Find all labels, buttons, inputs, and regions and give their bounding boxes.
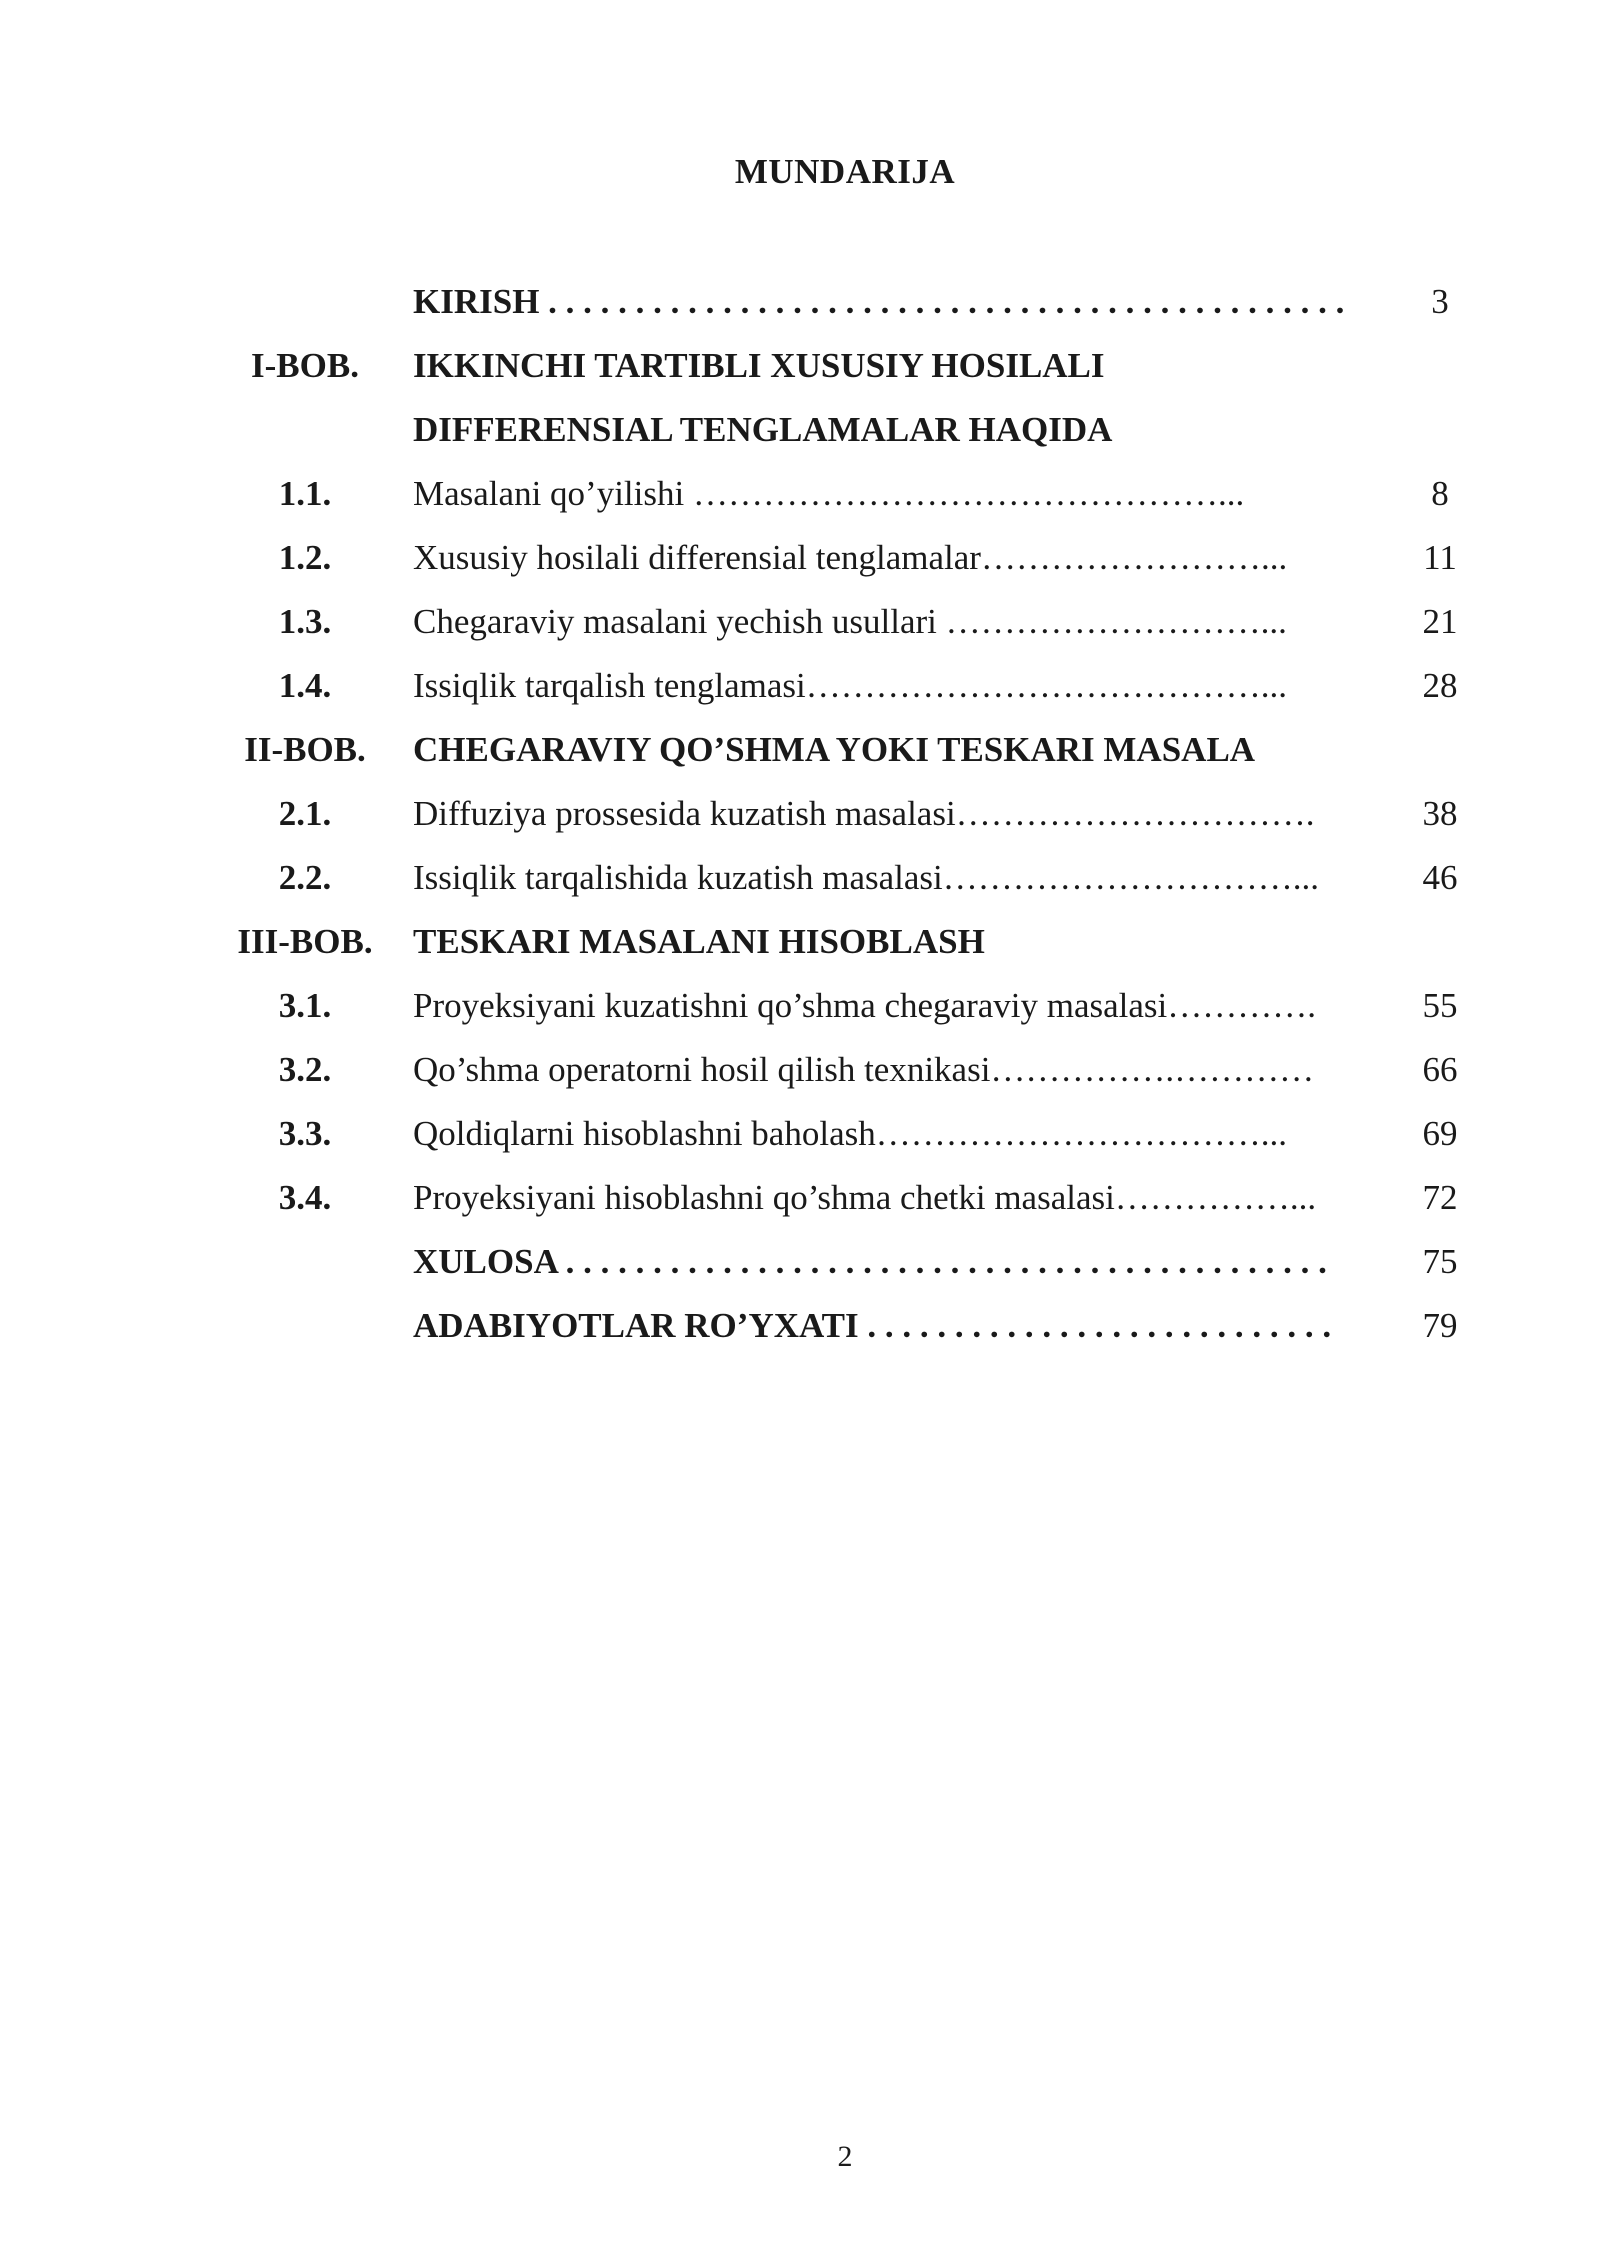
toc-number: 1.2. — [278, 538, 332, 577]
toc-page-number: 72 — [1422, 1178, 1458, 1217]
page-number: 2 — [837, 2140, 853, 2173]
toc-title: Proyeksiyani hisoblashni qo’shma chetki masalasi……………... — [413, 1178, 1317, 1217]
toc-page-number: 38 — [1422, 794, 1458, 833]
toc-title: Diffuziya prossesida kuzatish masalasi…………………………. — [413, 794, 1315, 833]
toc-title: DIFFERENSIAL TENGLAMALAR HAQIDA — [413, 410, 1113, 449]
toc-page-number: 66 — [1422, 1050, 1458, 1089]
toc-row-xulosa[interactable] — [220, 1230, 1480, 1294]
toc-number: 2.1. — [278, 794, 332, 833]
toc-row-chapter-1[interactable] — [220, 334, 1480, 398]
toc-title: CHEGARAVIY QO’SHMA YOKI TESKARI MASALA — [413, 730, 1256, 769]
toc-row-1-2[interactable] — [220, 526, 1480, 590]
toc-row-chapter-3[interactable] — [220, 910, 1480, 974]
toc-title: IKKINCHI TARTIBLI XUSUSIY HOSILALI — [413, 346, 1105, 385]
toc-page-number: 3 — [1431, 282, 1449, 321]
toc-number: 3.2. — [278, 1050, 332, 1089]
toc-row-3-2[interactable] — [220, 1038, 1480, 1102]
toc-page-number: 8 — [1431, 474, 1449, 513]
toc-number: 3.3. — [278, 1114, 332, 1153]
toc-number: 1.4. — [278, 666, 332, 705]
toc-row-kirish[interactable] — [220, 270, 1480, 334]
toc-title: XULOSA . . . . . . . . . . . . . . . . . . . . . . . . . . . . . . . . . . . . . . . . . . . . — [413, 1242, 1327, 1281]
toc-number: III-BOB. — [237, 922, 373, 961]
toc-page-number: 79 — [1422, 1306, 1458, 1345]
toc-row-3-1[interactable] — [220, 974, 1480, 1038]
toc-number: 1.1. — [278, 474, 332, 513]
toc-title: Xususiy hosilali differensial tenglamalar……………………... — [413, 538, 1288, 577]
toc-title: Issiqlik tarqalish tenglamasi…………………………………... — [413, 666, 1287, 705]
toc-row-2-1[interactable] — [220, 782, 1480, 846]
toc-number: I-BOB. — [251, 346, 359, 385]
toc-title: ADABIYOTLAR RO’YXATI . . . . . . . . . . . . . . . . . . . . . . . . . . . — [413, 1306, 1332, 1345]
toc-title: Chegaraviy masalani yechish usullari ………………………... — [413, 602, 1287, 641]
toc-number: 2.2. — [278, 858, 332, 897]
toc-page-number: 21 — [1422, 602, 1458, 641]
table-of-contents — [220, 270, 1480, 1358]
toc-title: TESKARI MASALANI HISOBLASH — [413, 922, 985, 961]
toc-page-number: 69 — [1422, 1114, 1458, 1153]
toc-page-number: 55 — [1422, 986, 1458, 1025]
toc-title: Proyeksiyani kuzatishni qo’shma chegaraviy masalasi…………. — [413, 986, 1317, 1025]
toc-title: Qo’shma operatorni hosil qilish texnikasi…………….………… — [413, 1050, 1315, 1089]
toc-row-3-3[interactable] — [220, 1102, 1480, 1166]
toc-page-number: 11 — [1423, 538, 1457, 577]
toc-row-2-2[interactable] — [220, 846, 1480, 910]
toc-row-adabiyotlar[interactable] — [220, 1294, 1480, 1358]
toc-row-chapter-1-cont[interactable] — [220, 398, 1480, 462]
toc-title: KIRISH . . . . . . . . . . . . . . . . . . . . . . . . . . . . . . . . . . . . . . . . . . . . . . — [413, 282, 1345, 321]
toc-page-number: 75 — [1422, 1242, 1458, 1281]
toc-row-3-4[interactable] — [220, 1166, 1480, 1230]
toc-row-1-3[interactable] — [220, 590, 1480, 654]
toc-page-number: 46 — [1422, 858, 1458, 897]
toc-title: Qoldiqlarni hisoblashni baholash……………………………... — [413, 1114, 1287, 1153]
toc-number: 1.3. — [278, 602, 332, 641]
toc-row-chapter-2[interactable] — [220, 718, 1480, 782]
toc-number: 3.4. — [278, 1178, 332, 1217]
toc-title: Masalani qo’yilishi ………………………………………... — [413, 474, 1245, 513]
toc-row-1-1[interactable] — [220, 462, 1480, 526]
toc-title: Issiqlik tarqalishida kuzatish masalasi…………………………... — [413, 858, 1320, 897]
toc-page-number: 28 — [1422, 666, 1458, 705]
page-title: MUNDARIJA — [734, 152, 956, 191]
toc-number: II-BOB. — [244, 730, 366, 769]
toc-row-1-4[interactable] — [220, 654, 1480, 718]
toc-number: 3.1. — [278, 986, 332, 1025]
